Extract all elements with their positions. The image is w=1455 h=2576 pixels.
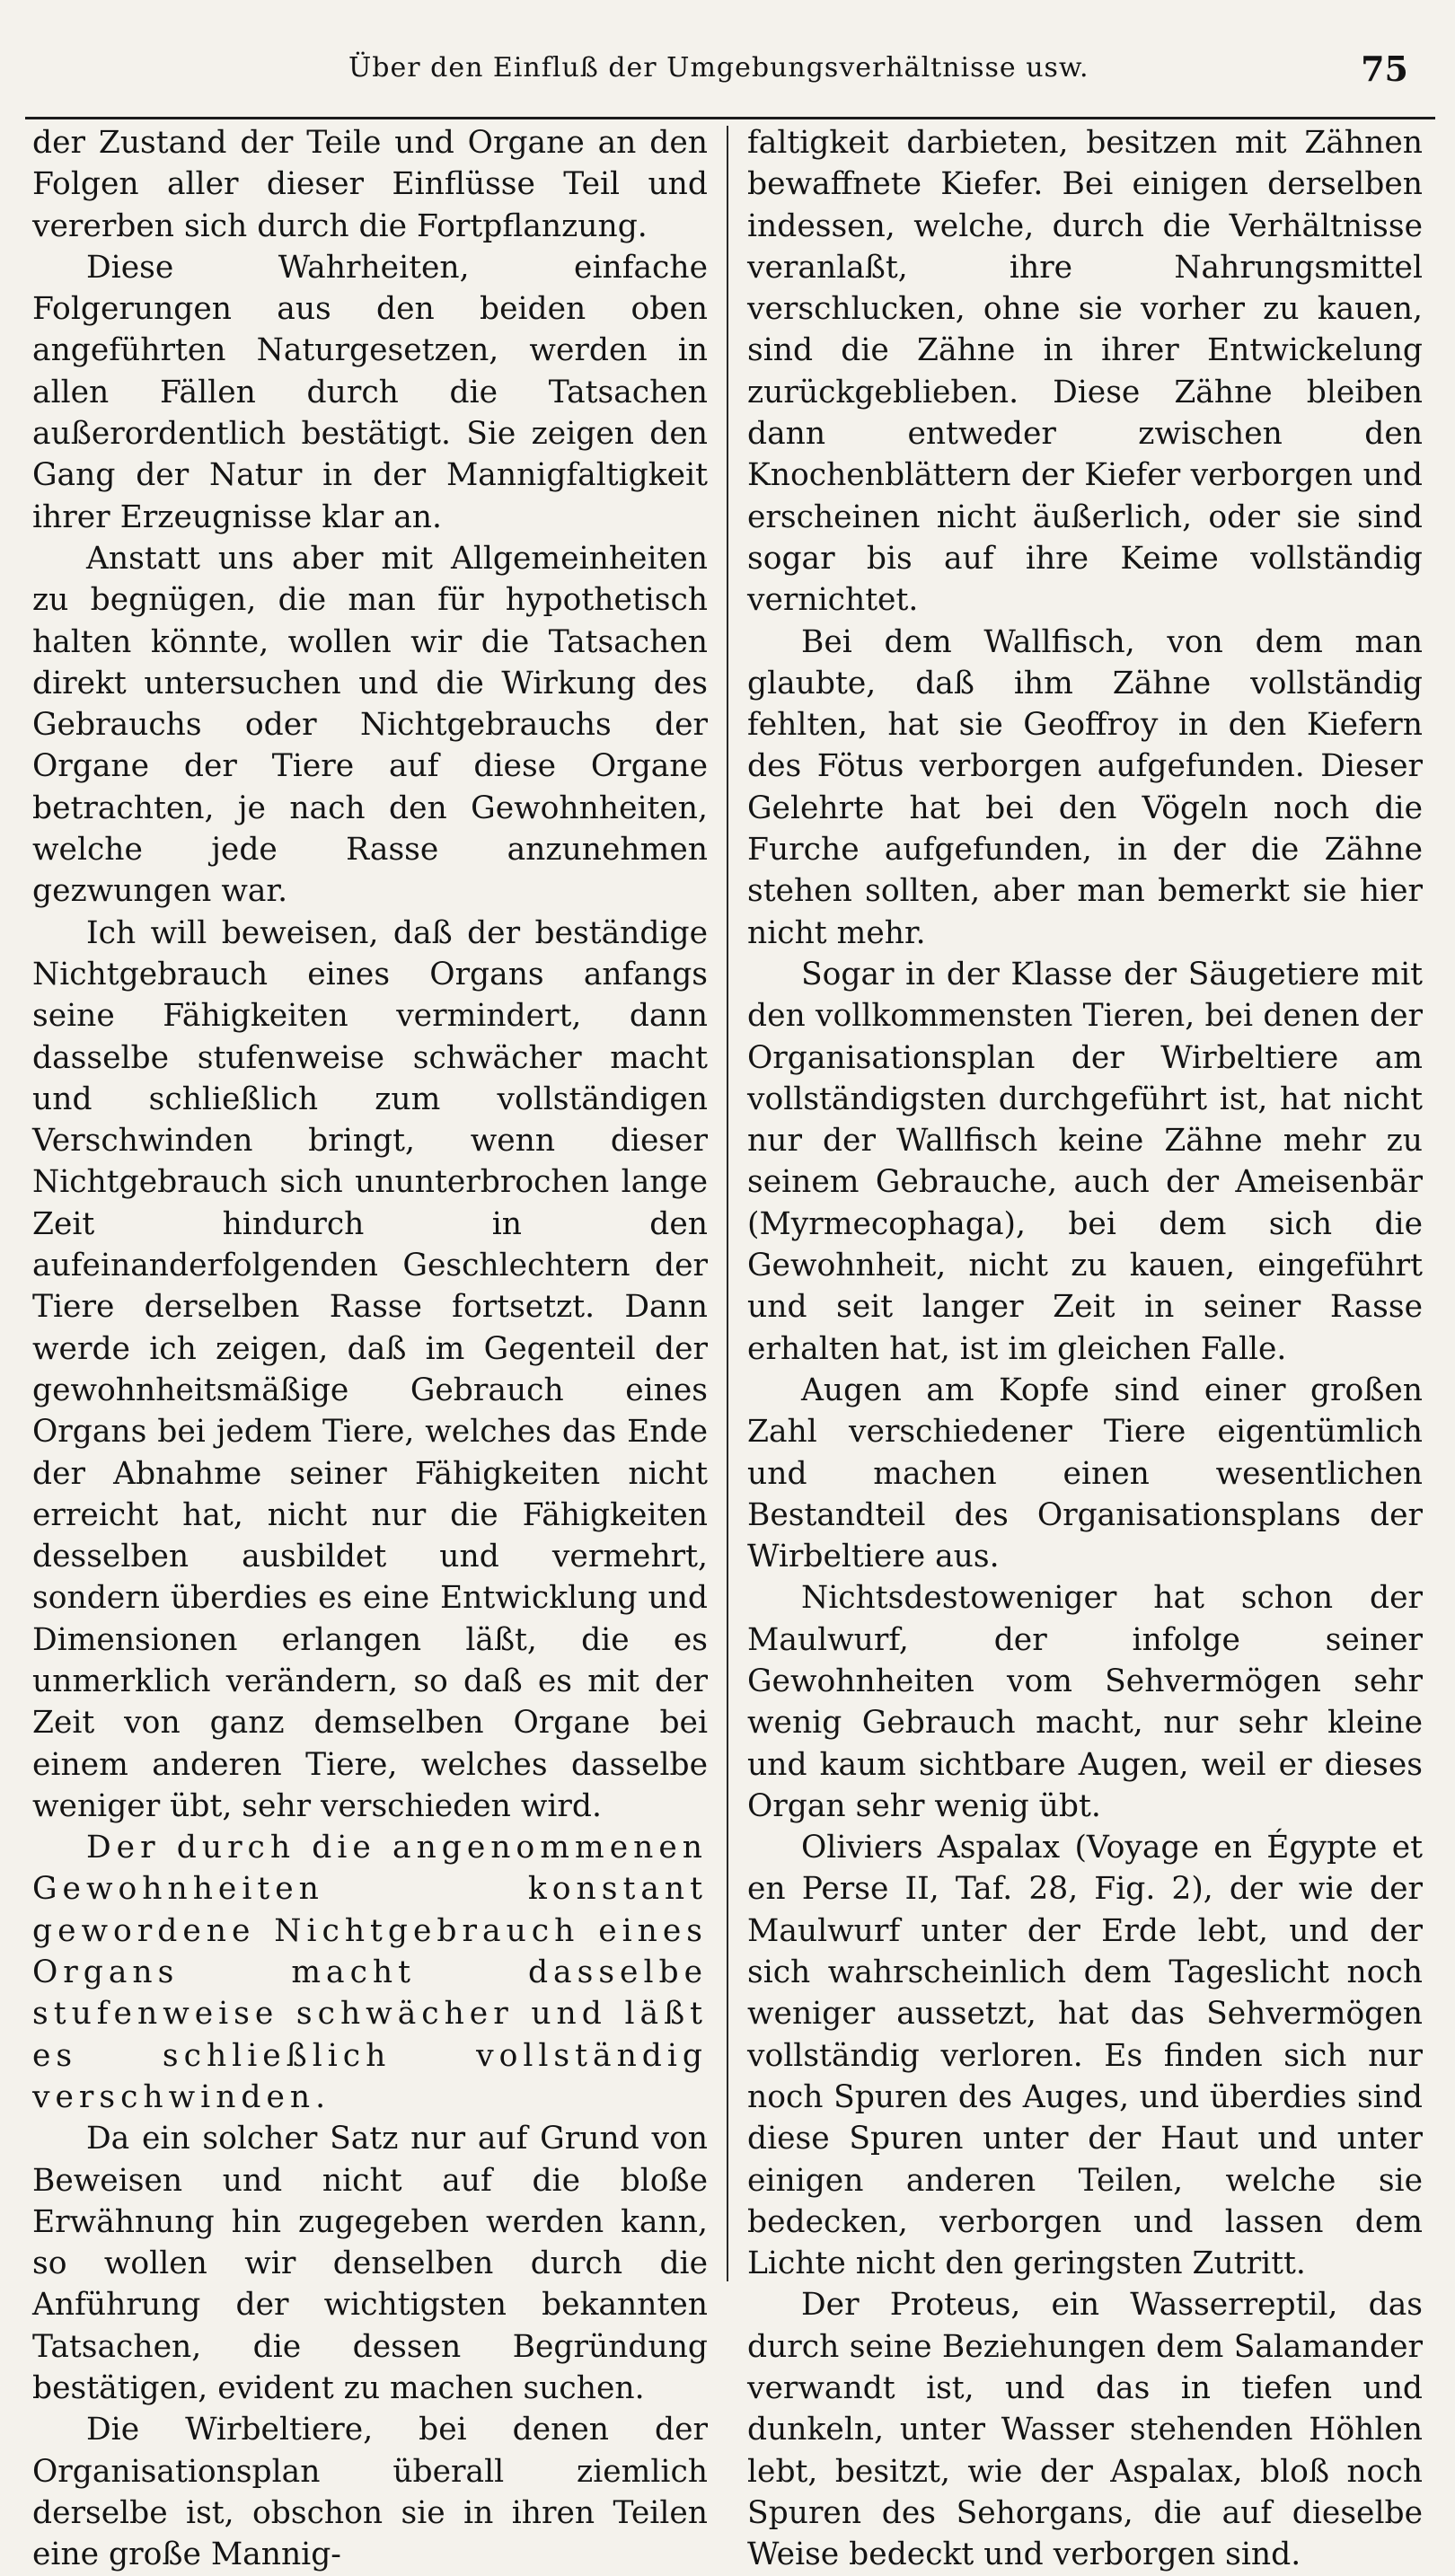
- paragraph: Augen am Kopfe sind einer großen Zahl verschiedener Tiere eigentümlich und machen einen wesentlichen Bestandteil des Organisationsplans der Wirbeltiere aus.: [747, 1372, 1423, 1575]
- paragraph: Der Proteus, ein Wasserreptil, das durch seine Beziehungen dem Salamander verwandt ist, und das in tiefen und dunkeln, unter Wasser stehenden Höhlen lebt, besitzt, wie der Aspalax, bloß noch Spuren des Sehorgans, die auf dieselbe Weise bedeckt und verborgen sind.: [747, 2287, 1423, 2573]
- paragraph: Nichtsdestoweniger hat schon der Maulwurf, der infolge seiner Gewohnheiten vom Sehvermögen sehr wenig Gebrauch macht, nur sehr kleine und kaum sichtbare Augen, weil er dieses Organ sehr wenig übt.: [747, 1580, 1423, 1824]
- running-title: Über den Einfluß der Umgebungsverhältnisse usw.: [348, 52, 1089, 84]
- emphasized-paragraph: Der durch die angenommenen Gewohnheiten konstant gewordene Nichtgebrauch eines Organs macht dasselbe stufenweise schwächer und läßt es schließlich vollständig verschwinden.: [32, 1830, 708, 2115]
- paragraph: Anstatt uns aber mit Allgemeinheiten zu begnügen, die man für hypothetisch halten könnte, wollen wir die Tatsachen direkt untersuchen und die Wirkung des Gebrauchs oder Nichtgebrauchs der Organe der Tiere auf diese Organe betrachten, je nach den Gewohnheiten, welche jede Rasse anzunehmen gezwungen war.: [32, 540, 708, 910]
- page-number: 75: [1361, 49, 1408, 89]
- right-column: [747, 122, 1423, 2576]
- paragraph: Oliviers Aspalax (Voyage en Égypte et en Perse II, Taf. 28, Fig. 2), der wie der Maulwurf unter der Erde lebt, und der sich wahrscheinlich dem Tageslicht noch weniger aussetzt, hat das Sehvermögen vollständig verloren. Es finden sich nur noch Spuren des Auges, und überdies sind diese Spuren unter der Haut und unter einigen anderen Teilen, welche sie bedecken, verborgen und lassen dem Lichte nicht den geringsten Zutritt.: [747, 1830, 1423, 2282]
- paragraph: Die Wirbeltiere, bei denen der Organisationsplan überall ziemlich derselbe ist, obschon sie in ihren Teilen eine große Mannig-: [32, 2412, 708, 2573]
- paragraph: Da ein solcher Satz nur auf Grund von Beweisen und nicht auf die bloße Erwähnung hin zugegeben werden kann, so wollen wir denselben durch die Anführung der wichtigsten bekannten Tatsachen, die dessen Begründung bestätigen, evident zu machen suchen.: [32, 2121, 708, 2407]
- left-column: [32, 122, 708, 2576]
- paragraph: Bei dem Wallfisch, von dem man glaubte, daß ihm Zähne vollständig fehlten, hat sie Geoffroy in den Kiefern des Fötus verborgen aufgefunden. Dieser Gelehrte hat bei den Vögeln noch die Furche aufgefunden, in der die Zähne stehen sollten, aber man bemerkt sie hier nicht mehr.: [747, 623, 1423, 951]
- page-header: [25, 36, 1435, 119]
- paragraph: Ich will beweisen, daß der beständige Nichtgebrauch eines Organs anfangs seine Fähigkeiten vermindert, dann dasselbe stufenweise schwächer macht und schließlich zum vollständigen Verschwinden bringt, wenn dieser Nichtgebrauch sich ununterbrochen lange Zeit hindurch in den aufeinanderfolgenden Geschlechtern der Tiere derselben Rasse fortsetzt. Dann werde ich zeigen, daß im Gegenteil der gewohnheitsmäßige Gebrauch eines Organs bei jedem Tiere, welches das Ende der Abnahme seiner Fähigkeiten nicht erreicht hat, nicht nur die Fähigkeiten desselben ausbildet und vermehrt, sondern überdies es eine Entwicklung und Dimensionen erlangen läßt, die es unmerklich verändern, so daß es mit der Zeit von ganz demselben Organe bei einem anderen Tiere, welches dasselbe weniger übt, sehr verschieden wird.: [32, 914, 708, 1824]
- paragraph: faltigkeit darbieten, besitzen mit Zähnen bewaffnete Kiefer. Bei einigen derselben indessen, welche, durch die Verhältnisse veranlaßt, ihre Nahrungsmittel verschlucken, ohne sie vorher zu kauen, sind die Zähne in ihrer Entwickelung zurückgeblieben. Diese Zähne bleiben dann entweder zwischen den Knochenblättern der Kiefer verborgen und erscheinen nicht äußerlich, oder sie sind sogar bis auf ihre Keime vollständig vernichtet.: [747, 125, 1423, 619]
- paragraph: Diese Wahrheiten, einfache Folgerungen aus den beiden oben angeführten Naturgesetzen, werden in allen Fällen durch die Tatsachen außerordentlich bestätigt. Sie zeigen den Gang der Natur in der Mannigfaltigkeit ihrer Erzeugnisse klar an.: [32, 249, 708, 535]
- column-divider: [727, 126, 728, 2281]
- paragraph: Sogar in der Klasse der Säugetiere mit den vollkommensten Tieren, bei denen der Organisationsplan der Wirbeltiere am vollständigsten durchgeführt ist, hat nicht nur der Wallfisch keine Zähne mehr zu seinem Gebrauche, auch der Ameisenbär (Myrmecophaga), bei dem sich die Gewohnheit, nicht zu kauen, eingeführt und seit langer Zeit in seiner Rasse erhalten hat, ist im gleichen Falle.: [747, 956, 1423, 1367]
- paragraph: der Zustand der Teile und Organe an den Folgen aller dieser Einflüsse Teil und vererben sich durch die Fortpflanzung.: [32, 125, 708, 244]
